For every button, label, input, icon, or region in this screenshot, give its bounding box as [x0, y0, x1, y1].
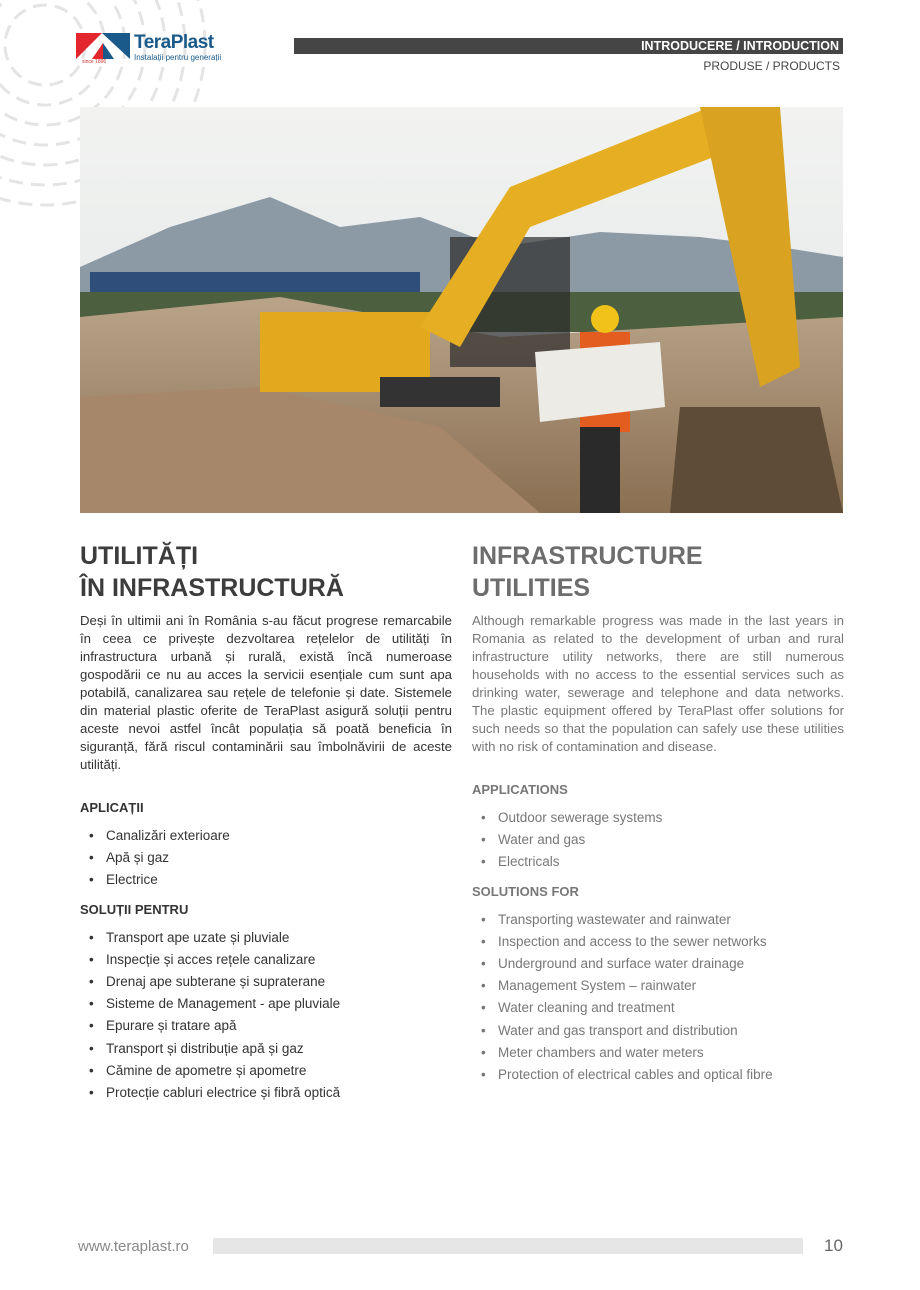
- list-item: • Water cleaning and treatment: [472, 997, 844, 1019]
- en-solutions-heading: SOLUTIONS FOR: [472, 883, 579, 899]
- ro-intro: Deși în ultimii ani în România s-au făcut progrese remarcabile în ceea ce privește dezvoltarea rețelelor de utilități în infrastructura urbană și rurală, există încă numeroase gospodării ce nu au acces la servicii esențiale cum sunt apa potabilă, canalizarea sau rețele de telefonie și date. Sistemele din material plastic oferite de TeraPlast asigură soluții pentru aceste nevoi astfel încât populația să poată beneficia în siguranță, fără riscul contaminării sau îmbolnăvirii de aceste utilități.: [80, 613, 452, 772]
- en-title: INFRASTRUCTURE UTILITIES: [472, 542, 703, 602]
- list-item: • Water and gas: [472, 829, 844, 851]
- list-item: • Protecție cabluri electrice și fibră optică: [80, 1082, 452, 1104]
- list-item: • Transporting wastewater and rainwater: [472, 909, 844, 931]
- teraplast-logo[interactable]: [76, 33, 221, 65]
- en-intro: Although remarkable progress was made in the last years in Romania as related to the development of urban and rural infrastructure utility networks, there are still numerous households with no access to the essential services such as drinking water, sewerage and telephone and data networks. The plastic equipment offered by TeraPlast offer solutions for such needs so that the population can safely use these utilities with no risk of contamination and disease.: [472, 613, 844, 754]
- romanian-column: [80, 540, 452, 1104]
- list-item: • Transport ape uzate și pluviale: [80, 927, 452, 949]
- list-item: • Protection of electrical cables and optical fibre: [472, 1064, 844, 1086]
- list-item: • Water and gas transport and distribution: [472, 1020, 844, 1042]
- list-item: • Epurare și tratare apă: [80, 1015, 452, 1037]
- list-item: • Apă și gaz: [80, 847, 452, 869]
- list-item: • Underground and surface water drainage: [472, 953, 844, 975]
- list-item: • Canalizări exterioare: [80, 825, 452, 847]
- ro-applications-list: [80, 825, 452, 892]
- list-item: • Electrice: [80, 869, 452, 891]
- en-applications-heading: APPLICATIONS: [472, 782, 568, 797]
- excavator-photo: [80, 107, 843, 513]
- list-item: • Management System – rainwater: [472, 975, 844, 997]
- ro-solutions-list: [80, 927, 452, 1105]
- website-link[interactable]: www.teraplast.ro: [78, 1238, 189, 1255]
- footer-divider: [213, 1238, 803, 1254]
- subsection-header: PRODUSE / PRODUCTS: [703, 59, 840, 73]
- logo-tagline: Instalații pentru generații: [134, 53, 222, 62]
- ro-solutions-heading: SOLUȚII PENTRU: [80, 901, 189, 917]
- list-item: • Inspection and access to the sewer networks: [472, 931, 844, 953]
- logo-name: TeraPlast: [134, 32, 214, 53]
- list-item: • Meter chambers and water meters: [472, 1042, 844, 1064]
- page-number: 10: [824, 1236, 843, 1255]
- ro-title: UTILITĂȚI ÎN INFRASTRUCTURĂ: [80, 542, 344, 602]
- en-applications-list: [472, 807, 844, 874]
- list-item: • Electricals: [472, 851, 844, 873]
- ro-applications-heading: APLICAȚII: [80, 800, 144, 815]
- list-item: • Transport și distribuție apă și gaz: [80, 1038, 452, 1060]
- list-item: • Sisteme de Management - ape pluviale: [80, 993, 452, 1015]
- list-item: • Drenaj ape subterane și supraterane: [80, 971, 452, 993]
- en-solutions-list: [472, 909, 844, 1087]
- section-header: INTRODUCERE / INTRODUCTION: [294, 38, 843, 54]
- english-column: [472, 540, 844, 1086]
- list-item: • Inspecție și acces rețele canalizare: [80, 949, 452, 971]
- list-item: • Outdoor sewerage systems: [472, 807, 844, 829]
- list-item: • Cămine de apometre și apometre: [80, 1060, 452, 1082]
- logo-since: since 1896: [82, 59, 107, 65]
